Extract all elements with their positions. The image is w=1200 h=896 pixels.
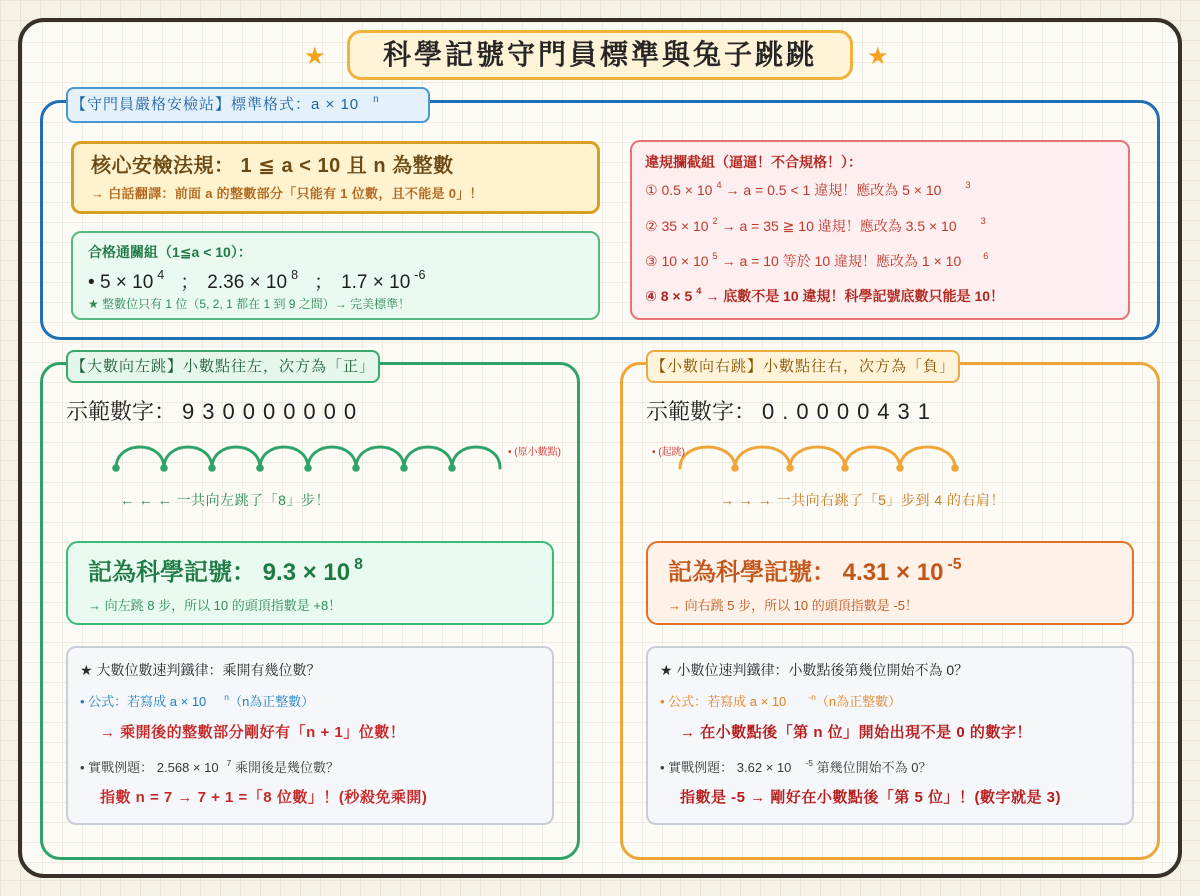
fail-item-fix-exponent: 3 [965,180,971,191]
fail-item-fix-exponent: 3 [980,216,986,227]
example-exponent: -5 [805,757,813,768]
fail-item [645,286,1004,308]
landing-dot [112,464,120,472]
pass-example-exponent: -6 [414,267,426,282]
example-text: • 實戰例題： 3.62 × 10 [660,760,792,775]
core-rule-note: → 白話翻譯：前面 a 的整數部分「只能有 1 位數，且不能是 0」！ [91,186,483,201]
fail-item-reason: → a = 10 等於 10 違規！應改為 1 × 10 [721,253,962,269]
fail-title: 違規攔截組（逼逼！不合規格！）： [645,154,862,170]
example-text: • 實戰例題： 2.568 × 10 [80,760,219,775]
example-question: 第幾位開始不為 0？ [816,760,932,775]
left-origin-label: • (原小數點) [508,447,561,458]
right-demo-number [646,397,938,427]
jump-arc [900,447,955,468]
fail-item-lead: ③ 10 × 10 [645,253,709,269]
pass-separator: ； [180,272,200,293]
left-jump-arcs [100,432,520,476]
left-result-box [66,541,554,625]
landing-dot [304,464,312,472]
core-rule-box [71,141,600,214]
right-tip-heading: ★ 小數位速判鐵律：小數點後第幾位開始不為 0？ [660,662,969,678]
landing-dot [786,464,794,472]
pass-bullet: • [88,272,95,293]
example-exponent: 7 [226,757,232,768]
right-tip-example [660,758,931,779]
standard-tag-text: 【守門員嚴格安檢站】標準格式：a × 10 [71,96,360,113]
fail-item [645,216,986,238]
landing-dot [951,464,959,472]
landing-dot [896,464,904,472]
landing-dot [400,464,408,472]
result-base: 9.3 × 10 [262,559,351,586]
left-result-heading [88,557,363,592]
left-tip-example [80,758,339,779]
formula-text: • 公式：若寫成 a × 10 [80,694,207,709]
demo-label: 示範數字： [66,399,177,424]
fail-item-lead: ① 0.5 × 10 [645,182,713,198]
formula-exponent: n [224,691,230,702]
jump-arc [212,447,260,468]
pass-example-exponent: 4 [157,267,165,282]
landing-dot [841,464,849,472]
fail-item [645,251,988,273]
left-jump-tag: 【大數向左跳】小數點往左，次方為「正」 [66,350,380,383]
pass-box [71,231,600,320]
fail-item-lead: ④ 8 × 5 [645,288,693,304]
right-result-box [646,541,1134,625]
left-tip-answer: 指數 n = 7 → 7 + 1 =「8 位數」！(秒殺免乘開) [100,789,428,806]
jump-arc [404,447,452,468]
demo-label: 示範數字： [646,399,757,424]
pass-example-exponent: 8 [291,267,299,282]
landing-dot [160,464,168,472]
pass-example [99,267,165,293]
left-tip-formula [80,692,314,713]
landing-dot [256,464,264,472]
jump-arc [845,447,900,468]
page-title-box [347,30,853,80]
pass-note: ★ 整數位只有 1 位（5, 2, 1 都在 1 到 9 之間）→ 完美標準！ [88,297,411,311]
formula-text: • 公式：若寫成 a × 10 [660,694,787,709]
page-title: 科學記號守門員標準與兔子跳跳 [382,39,817,70]
example-question: 乘開後是幾位數？ [235,760,340,775]
demo-value: 0.0000431 [762,399,939,424]
pass-example [341,267,426,293]
result-label: 記為科學記號： [88,559,256,586]
right-tip-box [646,646,1134,825]
left-tip-heading: ★ 大數位數速判鐵律：乘開有幾位數？ [80,662,321,678]
star-left-icon: ★ [304,42,326,70]
left-tip-box [66,646,554,825]
fail-item-lead-exponent: 4 [696,286,702,297]
jump-arc [308,447,356,468]
fail-item-lead-exponent: 2 [712,216,718,227]
right-result-note: → 向右跳 5 步，所以 10 的頭頂指數是 -5！ [668,598,918,613]
pass-example-base: 5 × 10 [99,272,154,293]
jump-arc [260,447,308,468]
pass-example [207,267,299,293]
jump-arc [452,447,500,468]
star-right-icon: ★ [867,42,889,70]
jump-arc [680,447,735,468]
fail-item-lead-exponent: 4 [716,180,722,191]
fail-item [645,180,971,202]
standard-tag-exponent: n [373,93,380,105]
result-label: 記為科學記號： [668,559,836,586]
right-jump-tag: 【小數向右跳】小數點往右，次方為「負」 [646,350,960,383]
formula-condition: （n為正整數） [229,694,315,709]
right-tip-formula [660,692,901,713]
jump-arc [164,447,212,468]
right-result-heading [668,557,962,592]
result-exponent: 8 [354,555,363,573]
right-tip-answer: 指數是 -5 → 剛好在小數點後「第 5 位」！(數字就是 3) [680,789,1062,806]
result-exponent: -5 [947,555,962,573]
jump-arc [116,447,164,468]
right-tip-conclusion: → 在小數點後「第 n 位」開始出現不是 0 的數字！ [680,724,1032,741]
fail-item-lead: ② 35 × 10 [645,218,709,234]
pass-example-base: 1.7 × 10 [341,272,411,293]
left-tip-conclusion: → 乘開後的整數部分剛好有「n + 1」位數！ [100,724,406,741]
result-base: 4.31 × 10 [842,559,944,586]
fail-box [630,140,1130,320]
formula-condition: （n為正整數） [815,694,902,709]
fail-item-reason: → 底數不是 10 違規！科學記號底數只能是 10！ [705,288,1005,304]
pass-separator: ； [314,272,334,293]
fail-item-lead-exponent: 5 [712,251,718,262]
right-direction-text: → → → 一共向右跳了「5」步到 4 的右肩！ [720,492,1006,508]
fail-item-reason: → a = 35 ≧ 10 違規！應改為 3.5 × 10 [721,218,957,234]
demo-value: 930000000 [182,399,365,424]
jump-arc [790,447,845,468]
right-jump-arcs [640,432,980,476]
landing-dot [731,464,739,472]
pass-example-base: 2.36 × 10 [207,272,288,293]
landing-dot [352,464,360,472]
core-rule-heading: 核心安檢法規： 1 ≦ a < 10 且 n 為整數 [91,155,454,177]
standard-tag [66,87,430,123]
left-demo-number [66,397,364,427]
formula-exponent: -n [808,691,816,702]
landing-dot [448,464,456,472]
pass-title: 合格通關組（1≦a < 10）： [88,244,252,260]
left-result-note: → 向左跳 8 步，所以 10 的頭頂指數是 +8！ [88,598,342,613]
right-origin-label: • (起跳) [652,447,685,458]
jump-arc [735,447,790,468]
fail-item-reason: → a = 0.5 < 1 違規！應改為 5 × 10 [725,182,942,198]
left-direction-text: ← ← ← 一共向左跳了「8」步！ [120,492,330,508]
pass-examples [88,267,426,297]
jump-arc [356,447,404,468]
fail-item-fix-exponent: 6 [983,251,989,262]
landing-dot [208,464,216,472]
